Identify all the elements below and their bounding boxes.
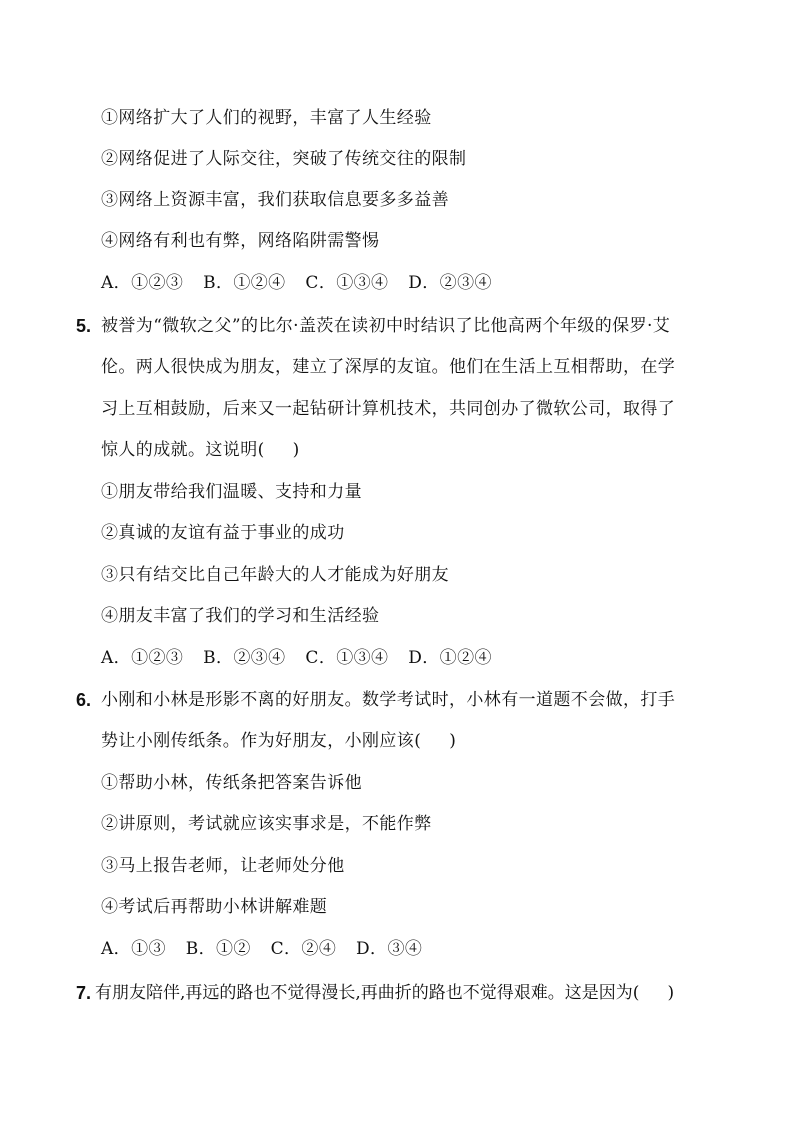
q6-option-d: D．③④ xyxy=(356,939,423,959)
q5-option-d: D．①②④ xyxy=(408,648,492,668)
q6-item-2: ②讲原则，考试就应该实事求是，不能作弊 xyxy=(101,814,432,834)
q4-option-b: B．①②④ xyxy=(203,273,286,293)
q6-option-b: B．①② xyxy=(185,939,251,959)
q6-number: 6. xyxy=(76,690,92,710)
q7-stem-line xyxy=(95,981,674,1005)
q4-item-1: ①网络扩大了人们的视野，丰富了人生经验 xyxy=(101,108,432,128)
q5-stem-line-1: 被誉为“微软之父”的比尔·盖茨在读初中时结识了比他高两个年级的保罗·艾 xyxy=(101,316,671,336)
q5-option-a: A．①②③ xyxy=(101,648,184,668)
q7-number: 7. xyxy=(76,983,92,1003)
q5-item-1: ①朋友带给我们温暖、支持和力量 xyxy=(101,482,362,502)
q6-close-paren: ) xyxy=(449,731,457,751)
q5-stem-line-2: 伦。两人很快成为朋友，建立了深厚的友谊。他们在生活上互相帮助，在学 xyxy=(101,357,676,377)
q5-options xyxy=(101,646,506,670)
q6-options xyxy=(101,937,436,961)
q6-stem-line-1: 小刚和小林是形影不离的好朋友。数学考试时，小林有一道题不会做，打手 xyxy=(101,690,676,710)
q4-item-2: ②网络促进了人际交往，突破了传统交往的限制 xyxy=(101,149,467,169)
q5-number: 5. xyxy=(76,316,92,336)
q4-options xyxy=(101,271,506,295)
q5-item-3: ③只有结交比自己年龄大的人才能成为好朋友 xyxy=(101,565,449,585)
q5-option-c: C．①③④ xyxy=(305,648,389,668)
q4-item-3: ③网络上资源丰富，我们获取信息要多多益善 xyxy=(101,190,449,210)
q5-option-b: B．②③④ xyxy=(203,648,286,668)
q5-item-2: ②真诚的友谊有益于事业的成功 xyxy=(101,523,345,543)
q4-option-a: A．①②③ xyxy=(101,273,184,293)
q6-option-c: C．②④ xyxy=(270,939,337,959)
q4-option-c: C．①③④ xyxy=(305,273,389,293)
q5-stem-line-3: 习上互相鼓励，后来又一起钻研计算机技术，共同创办了微软公司，取得了 xyxy=(101,399,676,419)
q6-stem-text: 势让小刚传纸条。作为好朋友，小刚应该( xyxy=(101,731,422,751)
q5-stem-line-4 xyxy=(101,438,300,462)
q7-close-paren: ) xyxy=(667,983,675,1003)
q4-option-d: D．②③④ xyxy=(408,273,492,293)
q7-stem-text: 有朋友陪伴,再远的路也不觉得漫长,再曲折的路也不觉得艰难。这是因为( xyxy=(95,983,640,1003)
q6-option-a: A．①③ xyxy=(101,939,166,959)
q6-item-4: ④考试后再帮助小林讲解难题 xyxy=(101,897,328,917)
q5-close-paren: ) xyxy=(292,440,300,460)
q6-item-3: ③马上报告老师，让老师处分他 xyxy=(101,856,345,876)
q6-stem-line-2 xyxy=(101,729,456,753)
q5-stem-text: 惊人的成就。这说明( xyxy=(101,440,265,460)
q4-item-4: ④网络有利也有弊，网络陷阱需警惕 xyxy=(101,231,380,251)
q5-item-4: ④朋友丰富了我们的学习和生活经验 xyxy=(101,606,380,626)
q6-item-1: ①帮助小林，传纸条把答案告诉他 xyxy=(101,773,362,793)
